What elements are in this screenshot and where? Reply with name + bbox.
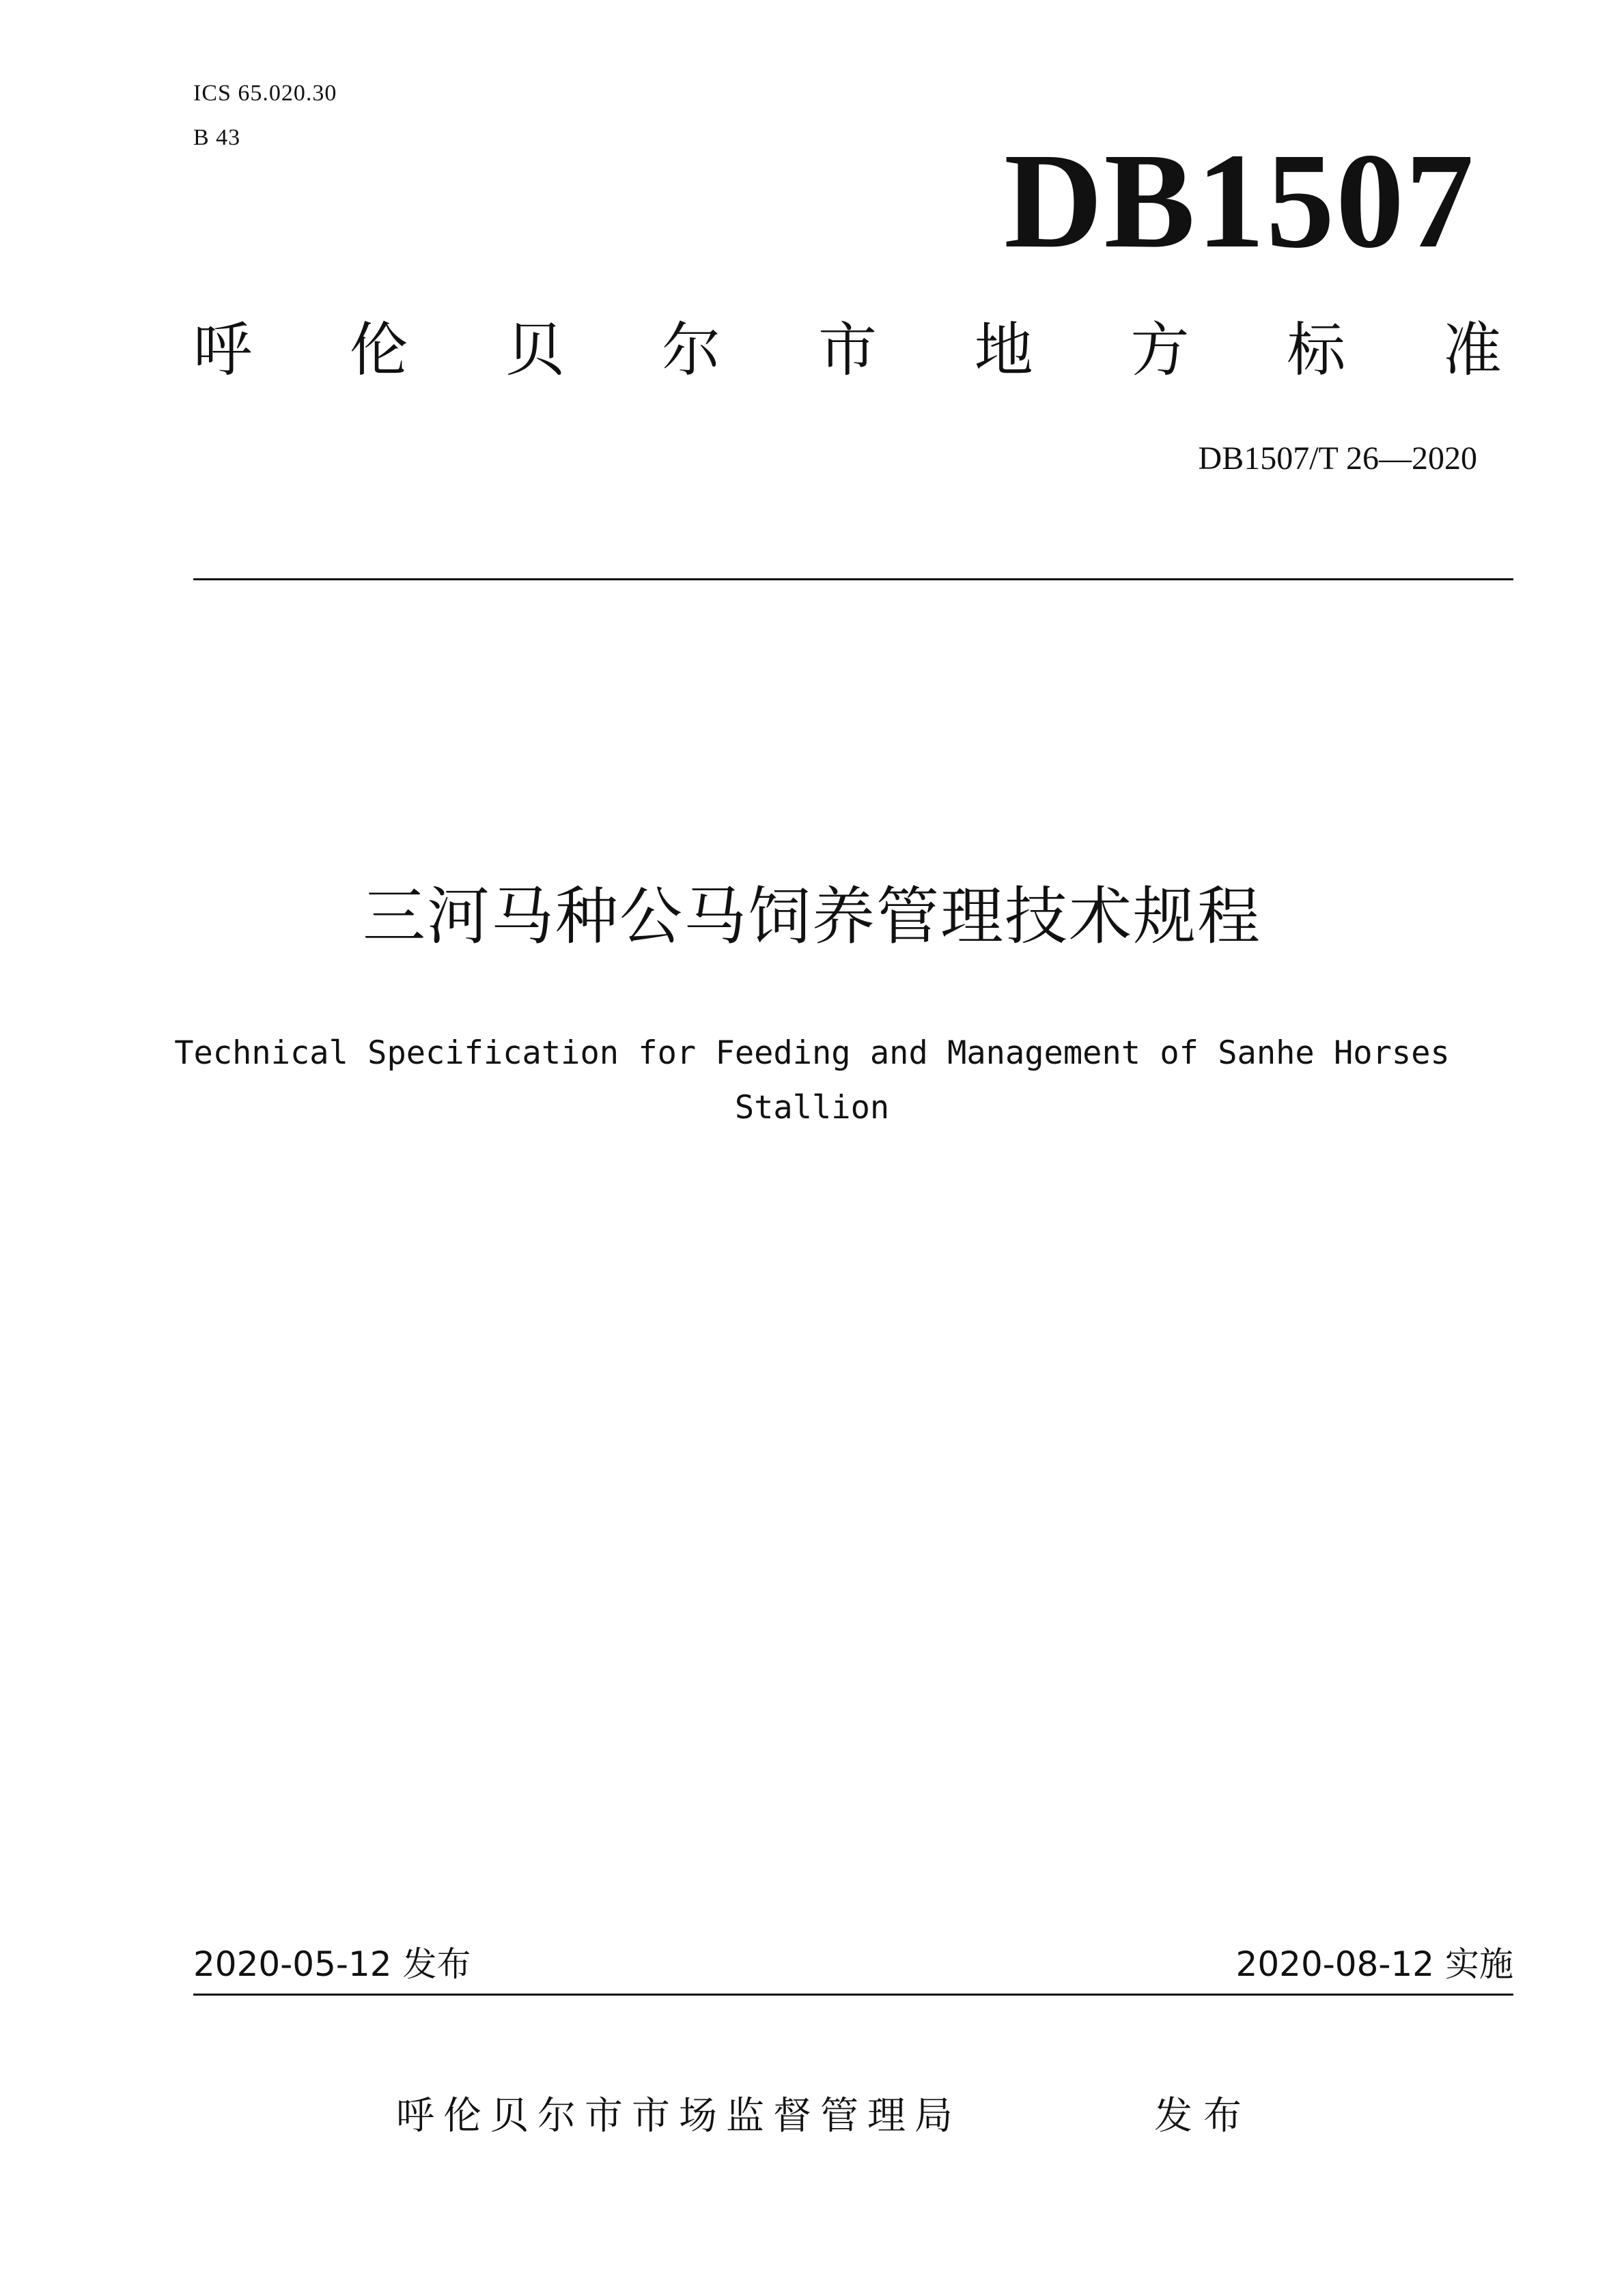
issue-date: 2020-05-12 发布 — [193, 1944, 471, 1984]
implementation-date: 2020-08-12 实施 — [1235, 1944, 1513, 1984]
publish-label: 发布 — [1154, 2094, 1252, 2138]
header-divider — [193, 578, 1513, 580]
standard-type-char: 方 — [1130, 316, 1190, 384]
standard-type-char: 贝 — [505, 316, 565, 384]
ics-code: ICS 65.020.30 — [193, 81, 337, 106]
standard-type-char: 呼 — [193, 316, 252, 384]
standard-type-char: 伦 — [349, 316, 408, 384]
standard-type-char: 尔 — [662, 316, 721, 384]
document-title-en — [137, 1026, 1487, 1135]
document-title-cn: 三河马种公马饲养管理技术规程 — [362, 880, 1261, 953]
title-en-line-2: Stallion — [734, 1089, 890, 1126]
standard-number: DB1507/T 26—2020 — [1198, 440, 1477, 477]
title-en-line-1: Technical Specification for Feeding and Management of Sanhe Horses — [174, 1034, 1450, 1072]
standard-type-char: 标 — [1287, 316, 1346, 384]
standard-code-logo: DB1507 — [1004, 126, 1475, 277]
standard-type-heading — [193, 316, 1502, 384]
standard-type-char: 准 — [1443, 316, 1502, 384]
ccs-code: B 43 — [193, 125, 241, 150]
publisher-name: 呼伦贝尔市市场监督管理局 — [396, 2094, 962, 2138]
standard-type-char: 市 — [818, 316, 877, 384]
standard-type-char: 地 — [974, 316, 1033, 384]
footer-divider — [193, 1994, 1513, 1996]
